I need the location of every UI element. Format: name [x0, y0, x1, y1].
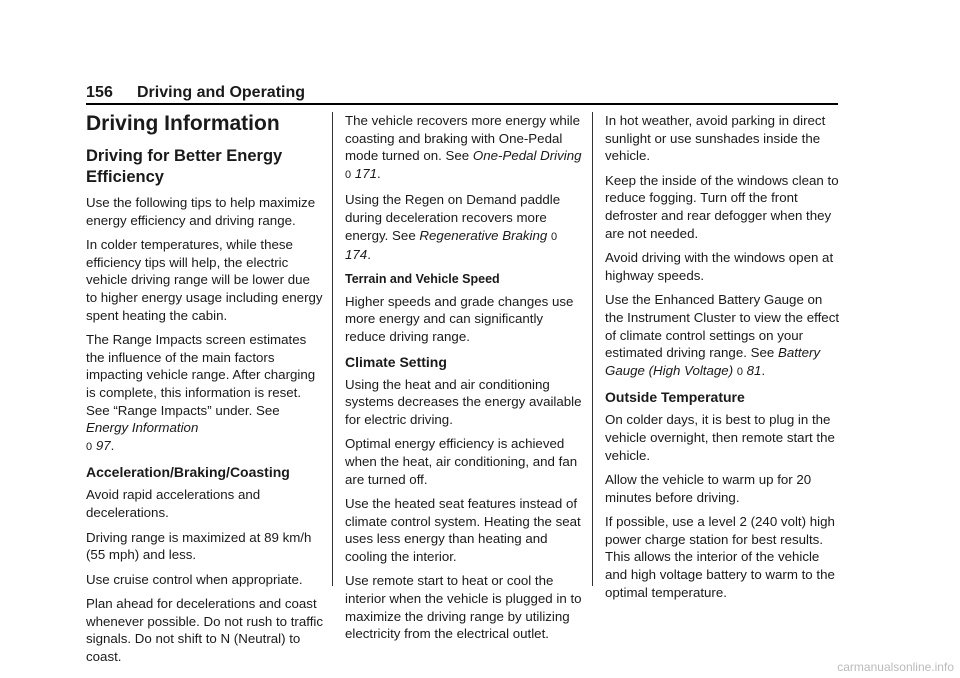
paragraph: The vehicle recovers more energy while coasting and braking with One-Pedal mode turned on. See One-Pedal Driving 0 171.: [345, 113, 582, 181]
column-1: [86, 112, 324, 673]
column-2: [345, 112, 583, 650]
cross-reference-link[interactable]: Regenerative Braking: [419, 227, 548, 243]
watermark: carmanualsonline.info: [837, 660, 954, 674]
paragraph: Higher speeds and grade changes use more energy and can significantly reduce driving range.: [345, 293, 574, 344]
column-divider: [592, 112, 593, 586]
paragraph: On colder days, it is best to plug in the vehicle overnight, then remote start the vehicle.: [605, 412, 835, 463]
paragraph: Use the heated seat features instead of climate control system. Heating the seat uses less energy than heating and cooling the interior.: [345, 496, 581, 564]
paragraph: Use the following tips to help maximize energy efficiency and driving range.: [86, 195, 316, 228]
page-ref-icon: 0: [86, 440, 93, 453]
page-number: 156: [86, 84, 113, 101]
paragraph: Using the heat and air conditioning systems decreases the energy available for electric driving.: [345, 376, 582, 427]
page-reference[interactable]: 81: [746, 362, 762, 378]
paragraph: Driving range is maximized at 89 km/h (55 mph) and less.: [86, 529, 312, 563]
paragraph: Use the Enhanced Battery Gauge on the Instrument Cluster to view the effect of climate control settings on your estimated driving range. See Battery Gauge (High Voltage) 0 81.: [605, 292, 840, 378]
paragraph: Avoid rapid accelerations and decelerations.: [86, 487, 261, 520]
subsection-heading: Outside Temperature: [605, 389, 745, 406]
paragraph: Use cruise control when appropriate.: [86, 571, 303, 587]
column-3: [605, 112, 843, 608]
page-ref-icon: 0: [736, 365, 743, 378]
subsection-heading: Climate Setting: [345, 353, 447, 370]
minor-heading: Terrain and Vehicle Speed: [345, 271, 500, 286]
column-divider: [332, 112, 333, 586]
paragraph: In colder temperatures, while these efficiency tips will help, the electric vehicle driving range will be lower due to higher energy usage including energy spent heating the cabin.: [86, 237, 323, 323]
page-ref-icon: 0: [345, 168, 352, 181]
chapter-heading: Driving Information: [86, 112, 280, 135]
paragraph: Keep the inside of the windows clean to reduce fogging. Turn off the front defroster and rear defogger when they are not needed.: [605, 172, 839, 241]
paragraph: Avoid driving with the windows open at highway speeds.: [605, 250, 834, 283]
page-reference[interactable]: 171: [354, 165, 378, 181]
paragraph: Use remote start to heat or cool the interior when the vehicle is plugged in to maximize the driving range by utilizing electricity from the electrical outlet.: [345, 573, 582, 642]
subsection-heading: Acceleration/Braking/Coasting: [86, 464, 290, 481]
header-rule: [86, 103, 838, 105]
section-heading: Driving for Better Energy Efficiency: [86, 147, 283, 186]
paragraph: Allow the vehicle to warm up for 20 minutes before driving.: [605, 472, 812, 505]
section-title: Driving and Operating: [137, 84, 306, 101]
paragraph: If possible, use a level 2 (240 volt) high power charge station for best results. This allows the interior of the vehicle and high voltage battery to warm to the optimal temperature.: [605, 514, 835, 600]
page-reference[interactable]: 97: [95, 437, 111, 453]
paragraph: Optimal energy efficiency is achieved when the heat, air conditioning, and fan are turned off.: [345, 436, 578, 487]
paragraph: In hot weather, avoid parking in direct sunlight or use sunshades inside the vehicle.: [605, 113, 826, 164]
cross-reference-link[interactable]: Battery Gauge (High Voltage): [605, 345, 821, 378]
page-ref-icon: 0: [551, 230, 558, 243]
cross-reference-link[interactable]: Energy Information: [86, 420, 199, 436]
paragraph: Using the Regen on Demand paddle during deceleration recovers more energy. See Regenerative Braking 0 174.: [345, 192, 561, 263]
paragraph: Plan ahead for decelerations and coast whenever possible. Do not rush to traffic signals. Do not shift to N (Neutral) to coast.: [86, 596, 324, 665]
paragraph: The Range Impacts screen estimates the influence of the main factors impacting vehicle range. After charging is complete, this information is reset. See “Range Impacts” under. See Energy Information 0 97.: [86, 332, 316, 453]
cross-reference-link[interactable]: One-Pedal Driving: [472, 148, 582, 164]
page-reference[interactable]: 174: [345, 247, 368, 263]
